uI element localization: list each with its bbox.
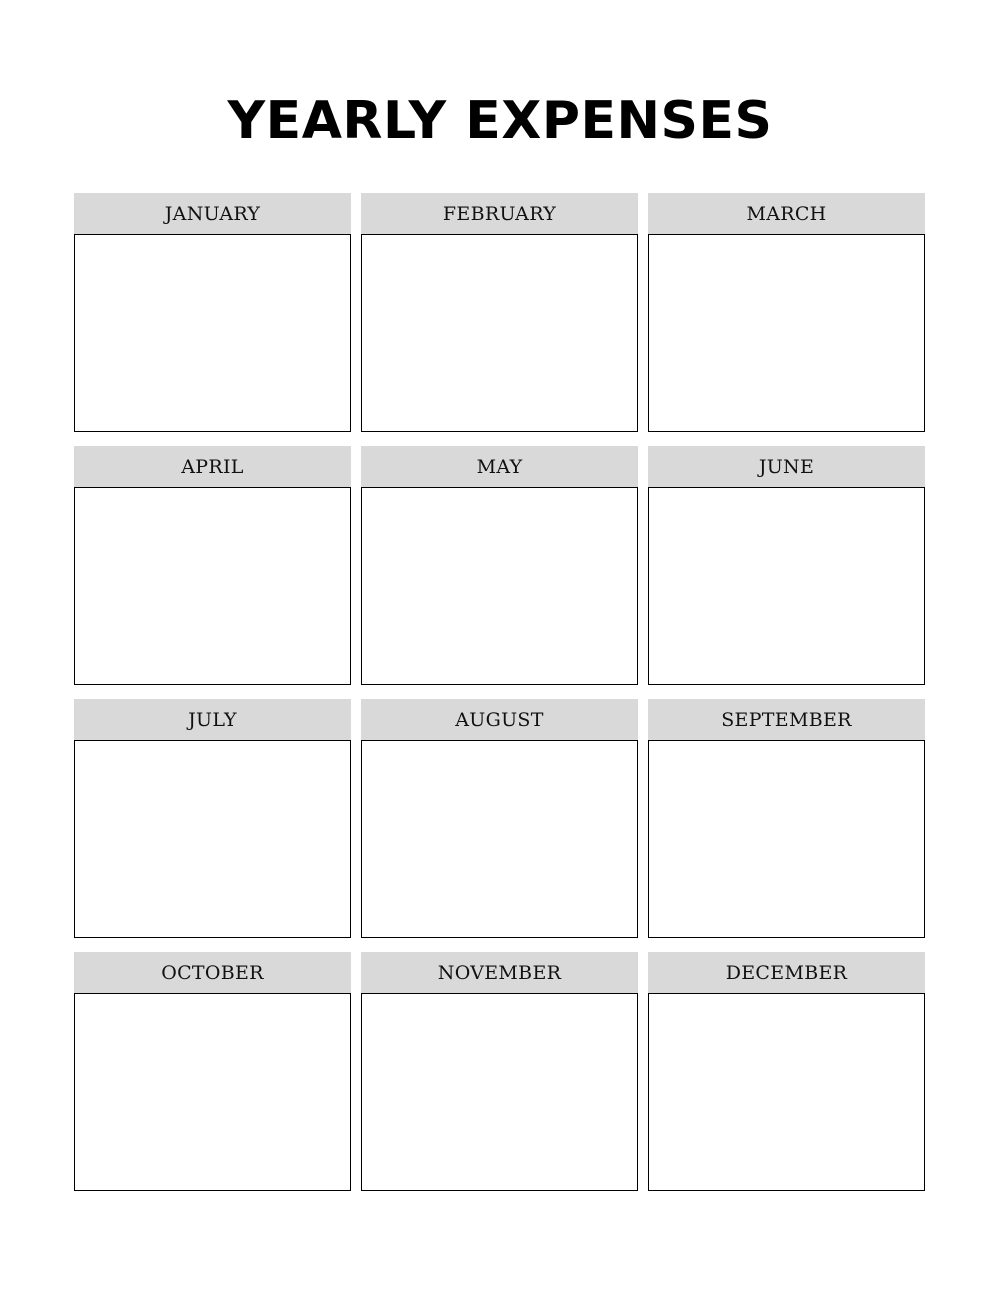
month-card-may <box>361 446 638 685</box>
month-entry-area[interactable] <box>74 488 351 685</box>
month-header: MAY <box>361 446 638 488</box>
month-card-september <box>648 699 925 938</box>
month-header: JUNE <box>648 446 925 488</box>
month-entry-area[interactable] <box>648 235 925 432</box>
month-entry-area[interactable] <box>74 994 351 1191</box>
month-card-november <box>361 952 638 1191</box>
month-card-december <box>648 952 925 1191</box>
month-entry-area[interactable] <box>74 741 351 938</box>
month-card-june <box>648 446 925 685</box>
month-card-october <box>74 952 351 1191</box>
months-grid <box>74 193 926 1191</box>
month-entry-area[interactable] <box>74 235 351 432</box>
month-header: OCTOBER <box>74 952 351 994</box>
month-card-april <box>74 446 351 685</box>
month-entry-area[interactable] <box>361 235 638 432</box>
month-card-august <box>361 699 638 938</box>
month-entry-area[interactable] <box>648 994 925 1191</box>
month-entry-area[interactable] <box>361 488 638 685</box>
month-header: JULY <box>74 699 351 741</box>
month-card-february <box>361 193 638 432</box>
month-header: DECEMBER <box>648 952 925 994</box>
page-title: YEARLY EXPENSES <box>227 91 773 151</box>
month-header: JANUARY <box>74 193 351 235</box>
month-entry-area[interactable] <box>361 994 638 1191</box>
month-header: NOVEMBER <box>361 952 638 994</box>
month-header: MARCH <box>648 193 925 235</box>
month-entry-area[interactable] <box>648 741 925 938</box>
month-header: FEBRUARY <box>361 193 638 235</box>
month-entry-area[interactable] <box>361 741 638 938</box>
month-header: APRIL <box>74 446 351 488</box>
month-header: AUGUST <box>361 699 638 741</box>
month-entry-area[interactable] <box>648 488 925 685</box>
month-card-january <box>74 193 351 432</box>
month-card-july <box>74 699 351 938</box>
month-card-march <box>648 193 925 432</box>
month-header: SEPTEMBER <box>648 699 925 741</box>
